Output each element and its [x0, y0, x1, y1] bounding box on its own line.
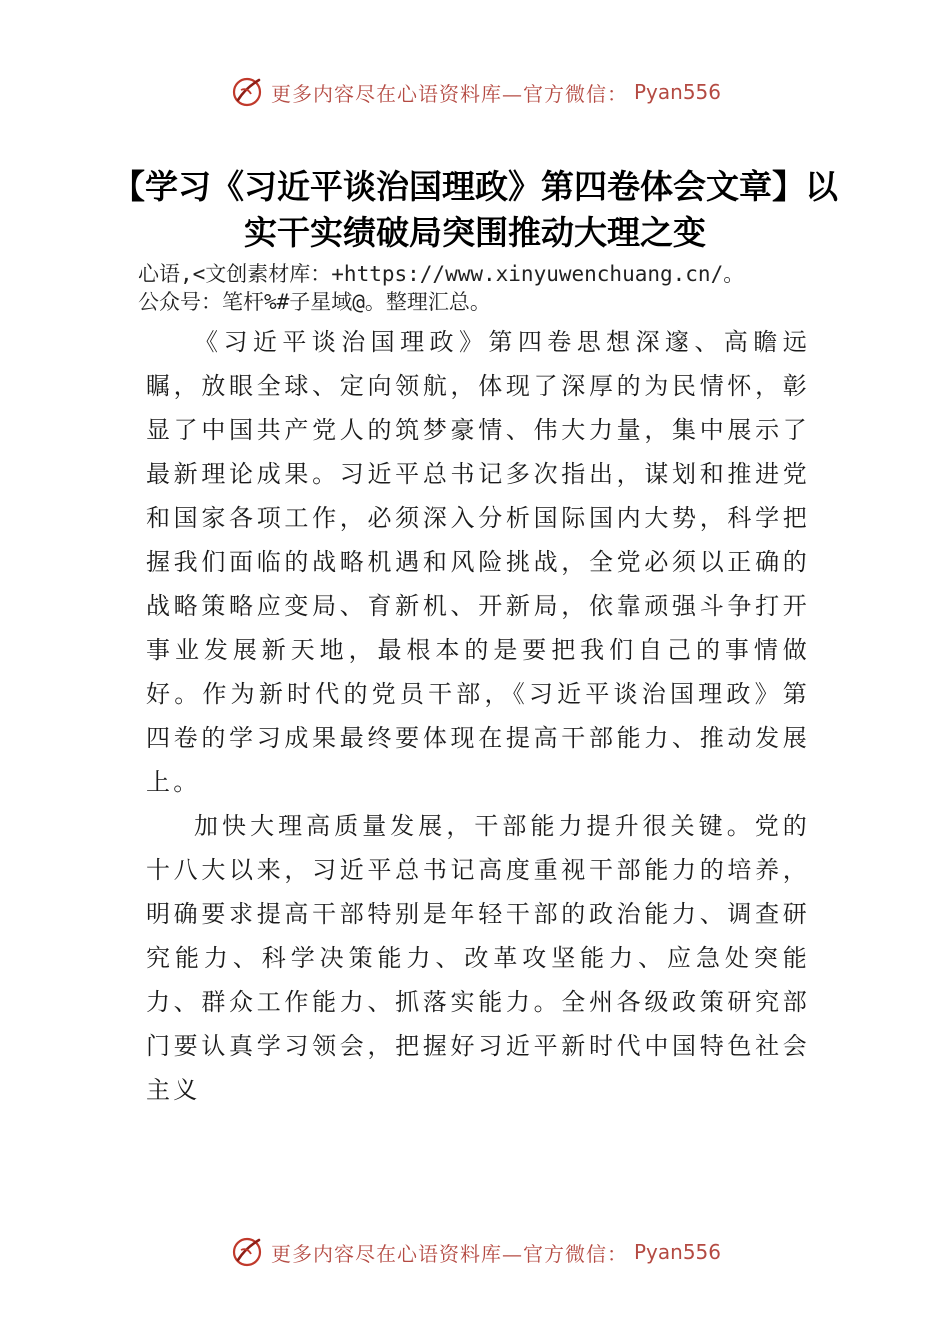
- footer-banner: [0, 1230, 950, 1274]
- header-banner: [0, 70, 950, 114]
- paragraph-2: 加快大理高质量发展，干部能力提升很关键。党的十八大以来，习近平总书记高度重视干部能力的培养，明确要求提高干部特别是年轻干部的政治能力、调查研究能力、科学决策能力、改革攻坚能力、应急处突能力、群众工作能力、抓落实能力。全州各级政策研究部门要认真学习领会，把握好习近平新时代中国特色社会主义: [146, 812, 810, 1104]
- source-note: [138, 260, 828, 316]
- brush-logo-icon: [229, 74, 265, 110]
- document-title: 【学习《习近平谈治国理政》第四卷体会文章】以实干实绩破局突围推动大理之变: [112, 167, 838, 252]
- source-line-1: 心语,<文创素材库：+https://www.xinyuwenchuang.cn/。: [138, 262, 745, 286]
- brush-logo-icon: [229, 1234, 265, 1270]
- footer-banner-text: 更多内容尽在心语资料库—官方微信：: [270, 1241, 628, 1266]
- header-banner-wechat: Pyan556: [633, 80, 721, 104]
- header-banner-text: 更多内容尽在心语资料库—官方微信：: [270, 81, 628, 106]
- footer-banner-wechat: Pyan556: [633, 1240, 721, 1264]
- paragraph-1: 《习近平谈治国理政》第四卷思想深邃、高瞻远瞩，放眼全球、定向领航，体现了深厚的为民情怀，彰显了中国共产党人的筑梦豪情、伟大力量，集中展示了最新理论成果。习近平总书记多次指出，谋划和推进党和国家各项工作，必须深入分析国际国内大势，科学把握我们面临的战略机遇和风险挑战，全党必须以正确的战略策略应变局、育新机、开新局，依靠顽强斗争打开事业发展新天地，最根本的是要把我们自己的事情做好。作为新时代的党员干部，《习近平谈治国理政》第四卷的学习成果最终要体现在提高干部能力、推动发展上。: [146, 328, 810, 796]
- source-line-2: 公众号：笔杆%#子星域@。整理汇总。: [138, 290, 491, 314]
